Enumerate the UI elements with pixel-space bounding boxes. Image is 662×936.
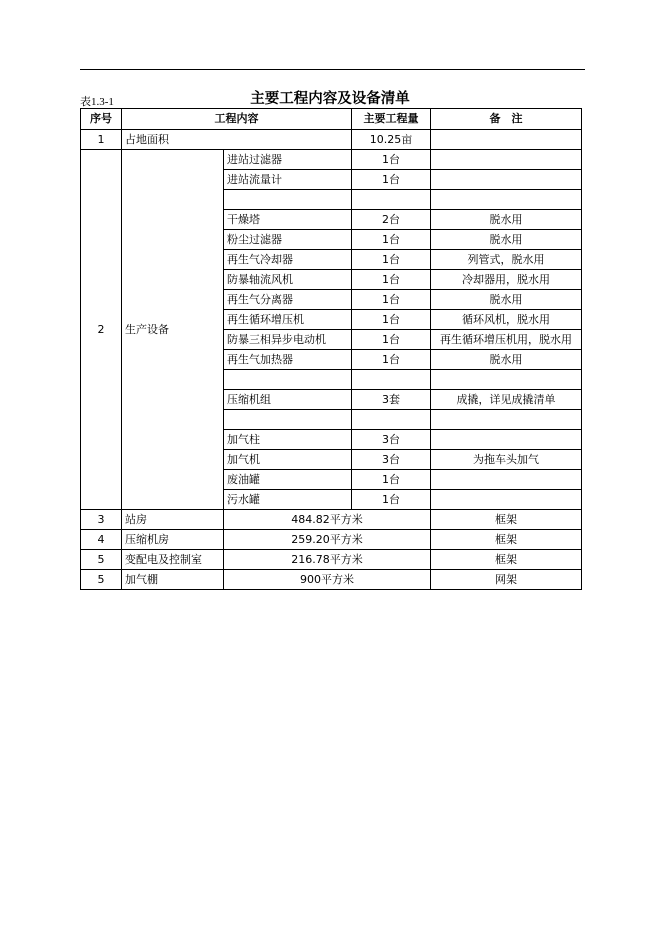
equipment-quantity: 3套 [352, 390, 431, 410]
equipment-name: 进站过滤器 [224, 150, 352, 170]
header-rule [80, 69, 585, 70]
building-remark: 框架 [431, 550, 582, 570]
building-name: 变配电及控制室 [122, 550, 224, 570]
equipment-row [81, 150, 582, 170]
row-quantity: 10.25亩 [352, 130, 431, 150]
header-content: 工程内容 [122, 109, 352, 130]
building-seq: 5 [81, 570, 122, 590]
equipment-remark [431, 470, 582, 490]
equipment-name [224, 190, 352, 210]
equipment-remark [431, 150, 582, 170]
building-remark: 框架 [431, 510, 582, 530]
building-remark: 框架 [431, 530, 582, 550]
equipment-quantity [352, 410, 431, 430]
building-row [81, 550, 582, 570]
equipment-remark: 成撬，详见成撬清单 [431, 390, 582, 410]
building-quantity: 216.78平方米 [224, 550, 431, 570]
equipment-remark: 脱水用 [431, 230, 582, 250]
building-row [81, 570, 582, 590]
equipment-name: 污水罐 [224, 490, 352, 510]
equipment-quantity: 1台 [352, 270, 431, 290]
equipment-remark [431, 190, 582, 210]
equipment-name: 废油罐 [224, 470, 352, 490]
building-name: 站房 [122, 510, 224, 530]
equipment-remark: 循环风机，脱水用 [431, 310, 582, 330]
building-row [81, 510, 582, 530]
equipment-quantity: 1台 [352, 250, 431, 270]
row-name: 占地面积 [122, 130, 352, 150]
equipment-quantity: 2台 [352, 210, 431, 230]
equipment-remark: 脱水用 [431, 290, 582, 310]
equipment-name: 再生循环增压机 [224, 310, 352, 330]
building-name: 加气棚 [122, 570, 224, 590]
equipment-name [224, 370, 352, 390]
group-name: 生产设备 [122, 150, 224, 510]
equipment-quantity: 1台 [352, 330, 431, 350]
table-number: 表1.3-1 [80, 96, 114, 108]
equipment-name: 防暴轴流风机 [224, 270, 352, 290]
equipment-quantity: 3台 [352, 430, 431, 450]
equipment-quantity: 1台 [352, 470, 431, 490]
equipment-name: 防暴三相异步电动机 [224, 330, 352, 350]
building-quantity: 900平方米 [224, 570, 431, 590]
equipment-quantity [352, 370, 431, 390]
building-name: 压缩机房 [122, 530, 224, 550]
equipment-quantity: 1台 [352, 230, 431, 250]
header-remarks: 备 注 [431, 109, 582, 130]
equipment-quantity: 1台 [352, 170, 431, 190]
equipment-remark: 再生循环增压机用，脱水用 [431, 330, 582, 350]
building-seq: 3 [81, 510, 122, 530]
equipment-remark [431, 430, 582, 450]
building-seq: 4 [81, 530, 122, 550]
building-quantity: 259.20平方米 [224, 530, 431, 550]
building-seq: 5 [81, 550, 122, 570]
equipment-remark: 脱水用 [431, 350, 582, 370]
equipment-remark [431, 410, 582, 430]
equipment-name: 再生气加热器 [224, 350, 352, 370]
equipment-remark [431, 370, 582, 390]
equipment-quantity: 1台 [352, 350, 431, 370]
equipment-name: 再生气分离器 [224, 290, 352, 310]
group-seq: 2 [81, 150, 122, 510]
equipment-name: 压缩机组 [224, 390, 352, 410]
building-row [81, 530, 582, 550]
equipment-quantity: 1台 [352, 310, 431, 330]
row-remark [431, 130, 582, 150]
equipment-quantity: 1台 [352, 150, 431, 170]
equipment-name: 再生气冷却器 [224, 250, 352, 270]
equipment-name: 干燥塔 [224, 210, 352, 230]
equipment-quantity [352, 190, 431, 210]
row-seq: 1 [81, 130, 122, 150]
equipment-name: 进站流量计 [224, 170, 352, 190]
equipment-remark [431, 170, 582, 190]
equipment-name: 加气机 [224, 450, 352, 470]
equipment-name [224, 410, 352, 430]
equipment-remark: 脱水用 [431, 210, 582, 230]
building-quantity: 484.82平方米 [224, 510, 431, 530]
equipment-quantity: 3台 [352, 450, 431, 470]
equipment-remark: 列管式，脱水用 [431, 250, 582, 270]
table-header-row [81, 109, 582, 130]
equipment-name: 粉尘过滤器 [224, 230, 352, 250]
equipment-remark: 为拖车头加气 [431, 450, 582, 470]
equipment-quantity: 1台 [352, 290, 431, 310]
equipment-table-body [81, 109, 582, 590]
building-remark: 网架 [431, 570, 582, 590]
equipment-remark: 冷却器用，脱水用 [431, 270, 582, 290]
equipment-quantity: 1台 [352, 490, 431, 510]
equipment-table [80, 108, 582, 590]
document-title: 主要工程内容及设备清单 [250, 90, 410, 107]
equipment-remark [431, 490, 582, 510]
header-quantity: 主要工程量 [352, 109, 431, 130]
table-row [81, 130, 582, 150]
header-seq: 序号 [81, 109, 122, 130]
equipment-name: 加气柱 [224, 430, 352, 450]
